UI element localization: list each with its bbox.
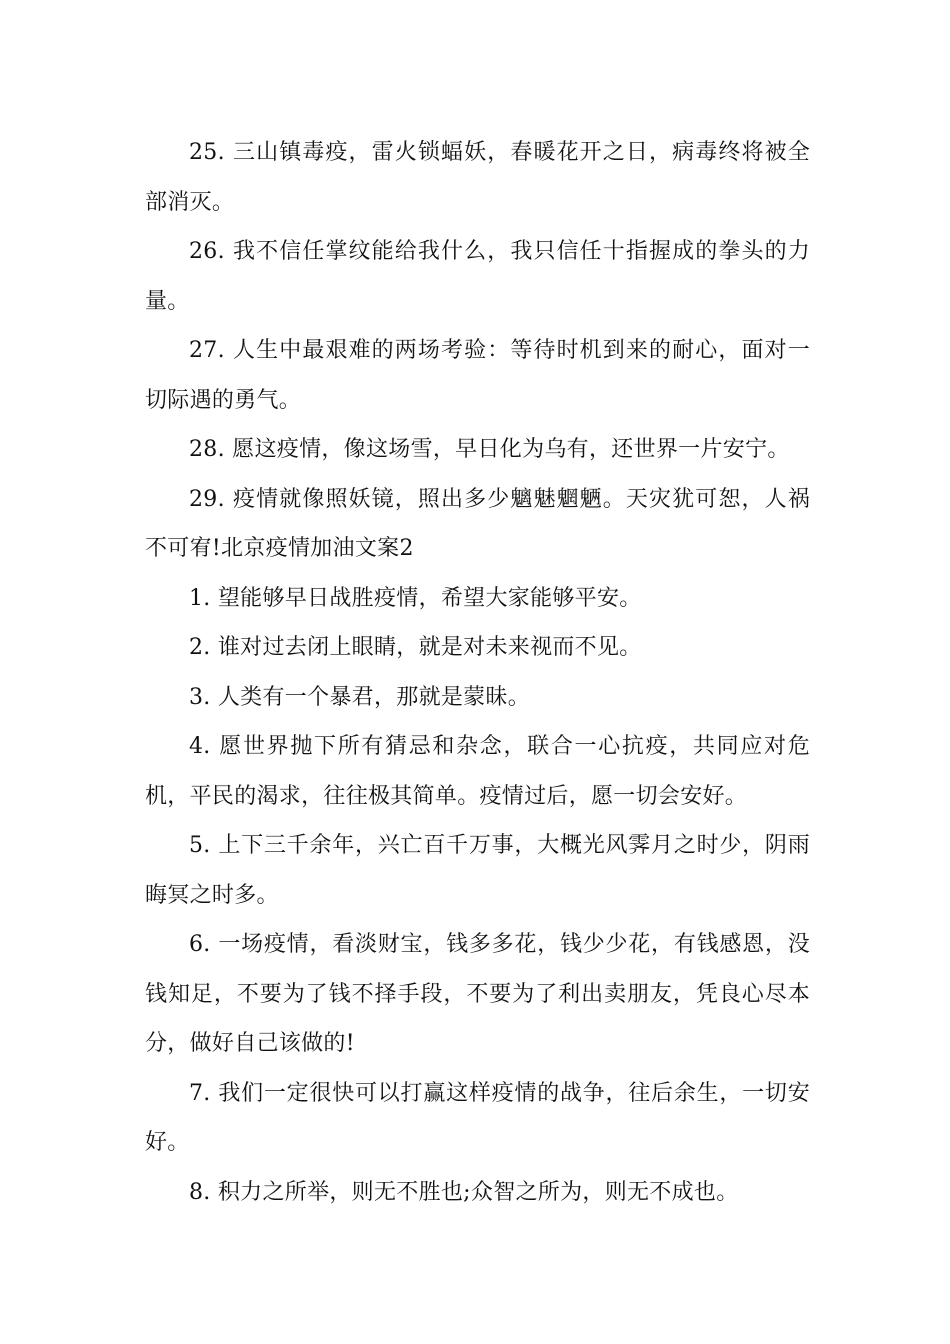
- paragraph-28: 28. 愿这疫情，像这场雪，早日化为乌有，还世界一片安宁。: [189, 437, 790, 462]
- document-body: [145, 128, 810, 1217]
- paragraph-26: 26. 我不信任掌纹能给我什么，我只信任十指握成的拳头的力量。: [145, 239, 810, 314]
- paragraph-29: 29. 疫情就像照妖镜，照出多少魑魅魍魉。天灾犹可恕，人祸不可宥!北京疫情加油文案2: [145, 486, 810, 561]
- paragraph-25: 25. 三山镇毒疫，雷火锁蝠妖，春暖花开之日，病毒终将被全部消灭。: [145, 140, 810, 215]
- paragraph-3: 3. 人类有一个暴君，那就是蒙昧。: [189, 684, 531, 710]
- paragraph-1: 1. 望能够早日战胜疫情，希望大家能够平安。: [189, 585, 642, 611]
- paragraph-2: 2. 谁对过去闭上眼睛，就是对未来视而不见。: [189, 635, 642, 660]
- paragraph-8: 8. 积力之所举，则无不胜也;众智之所为，则无不成也。: [189, 1179, 739, 1205]
- paragraph-6: 6. 一场疫情，看淡财宝，钱多多花，钱少少花，有钱感恩，没钱知足，不要为了钱不择手段，不要为了利出卖朋友，凭良心尽本分，做好自己该做的!: [145, 932, 810, 1056]
- paragraph-5: 5. 上下三千余年，兴亡百千万事，大概光风霁月之时少，阴雨晦冥之时多。: [145, 833, 810, 908]
- paragraph-27: 27. 人生中最艰难的两场考验：等待时机到来的耐心，面对一切际遇的勇气。: [145, 338, 810, 413]
- paragraph-4: 4. 愿世界抛下所有猜忌和杂念，联合一心抗疫，共同应对危机，平民的渴求，往往极其简单。疫情过后，愿一切会安好。: [145, 734, 810, 809]
- paragraph-7: 7. 我们一定很快可以打赢这样疫情的战争，往后余生，一切安好。: [145, 1080, 810, 1155]
